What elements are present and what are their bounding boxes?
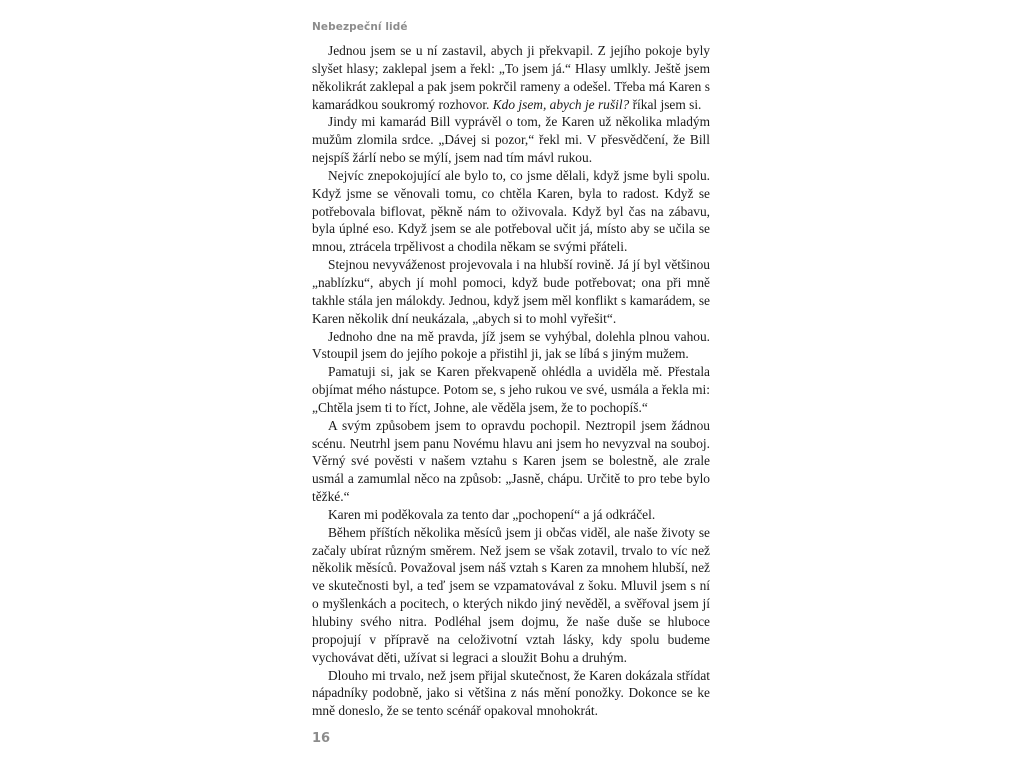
paragraph: Karen mi poděkovala za tento dar „pochopení“ a já odkráčel. — [328, 506, 656, 522]
paragraph: Během příštích několika měsíců jsem ji občas viděl, ale naše životy se začaly ubírat různým směrem. Než jsem se však zotavil, trvalo to víc než několik měsíců. Považoval jsem náš vztah s Karen za mnohem hlubší, než ve skutečnosti byl, a teď jsem se vzpamatovával z šoku. Mluvil jsem s ní o myšlenkách a pocitech, o kterých nikdo jiný nevěděl, a svěřoval jsem jí hlubiny svého nitra. Podléhal jsem dojmu, že naše duše se hluboce propojují v přípravě na celoživotní vztah lásky, kdy spolu budeme vychovávat děti, užívat si legraci a sloužit Bohu a druhým. — [312, 524, 710, 665]
body-text — [312, 42, 710, 720]
paragraph: Jindy mi kamarád Bill vyprávěl o tom, že Karen už několika mladým mužům zlomila srdce. „Dávej si pozor,“ řekl mi. V přesvědčení, že Bill nejspíš žárlí nebo se mýlí, jsem nad tím mávl rukou. — [312, 114, 710, 166]
italic-thought: Kdo jsem, abych je rušil? — [492, 96, 630, 112]
page-number: 16 — [312, 731, 331, 746]
paragraph: A svým způsobem jsem to opravdu pochopil. Neztropil jsem žádnou scénu. Neutrhl jsem panu Novému hlavu ani jsem ho nevyzval na souboj. Věrný své pověsti v našem vztahu s Karen jsem se bolestně, ale zrale usmál a zamumlal něco na způsob: „Jasně, chápu. Určitě to pro tebe bylo těžké.“ — [312, 417, 710, 505]
paragraph: Dlouho mi trvalo, než jsem přijal skutečnost, že Karen dokázala střídat nápadníky podobně, jako si většina z nás mění ponožky. Dokonce se ke mně doneslo, že se tento scénář opakoval mnohokrát. — [312, 667, 710, 719]
paragraph: Jednoho dne na mě pravda, jíž jsem se vyhýbal, dolehla plnou vahou. Vstoupil jsem do jejího pokoje a přistihl ji, jak se líbá s jiným mužem. — [312, 328, 710, 362]
paragraph: Pamatuji si, jak se Karen překvapeně ohlédla a uviděla mě. Přestala objímat mého nástupce. Potom se, s jeho rukou ve své, usmála a řekla mi: „Chtěla jsem ti to říct, Johne, ale věděla jsem, že to pochopíš.“ — [312, 364, 710, 415]
paragraph: Nejvíc znepokojující ale bylo to, co jsme dělali, když jsme byli spolu. Když jsme se věnovali tomu, co chtěla Karen, byla to radost. Když se potřebovala biflovat, pěkně nám to oživovala. Když byl čas na zábavu, byla úplné eso. Když jsem se ale potřeboval učit já, místo aby se učila se mnou, ztrácela trpělivost a chodila někam se svými přáteli. — [312, 167, 710, 255]
paragraph: Jednou jsem se u ní zastavil, abych ji překvapil. Z jejího pokoje byly slyšet hlasy; zaklepal jsem a řekl: „To jsem já.“ Hlasy umlkly. Ještě jsem několikrát zaklepal a pak jsem pokrčil rameny a odešel. Třeba má Karen s kamarádkou soukromý rozhovor. Kdo jsem, abych je rušil? říkal jsem si. — [312, 43, 710, 112]
paragraph: Stejnou nevyváženost projevovala i na hlubší rovině. Já jí byl většinou „nablízku“, abych jí mohl pomoci, když bude potřebovat; ona při mně takhle stála jen málokdy. Jednou, když jsem měl konflikt s kamarádem, se Karen několik dní neukázala, „abych si to mohl vyřešit“. — [312, 257, 710, 326]
running-head: Nebezpeční lidé — [312, 21, 408, 33]
